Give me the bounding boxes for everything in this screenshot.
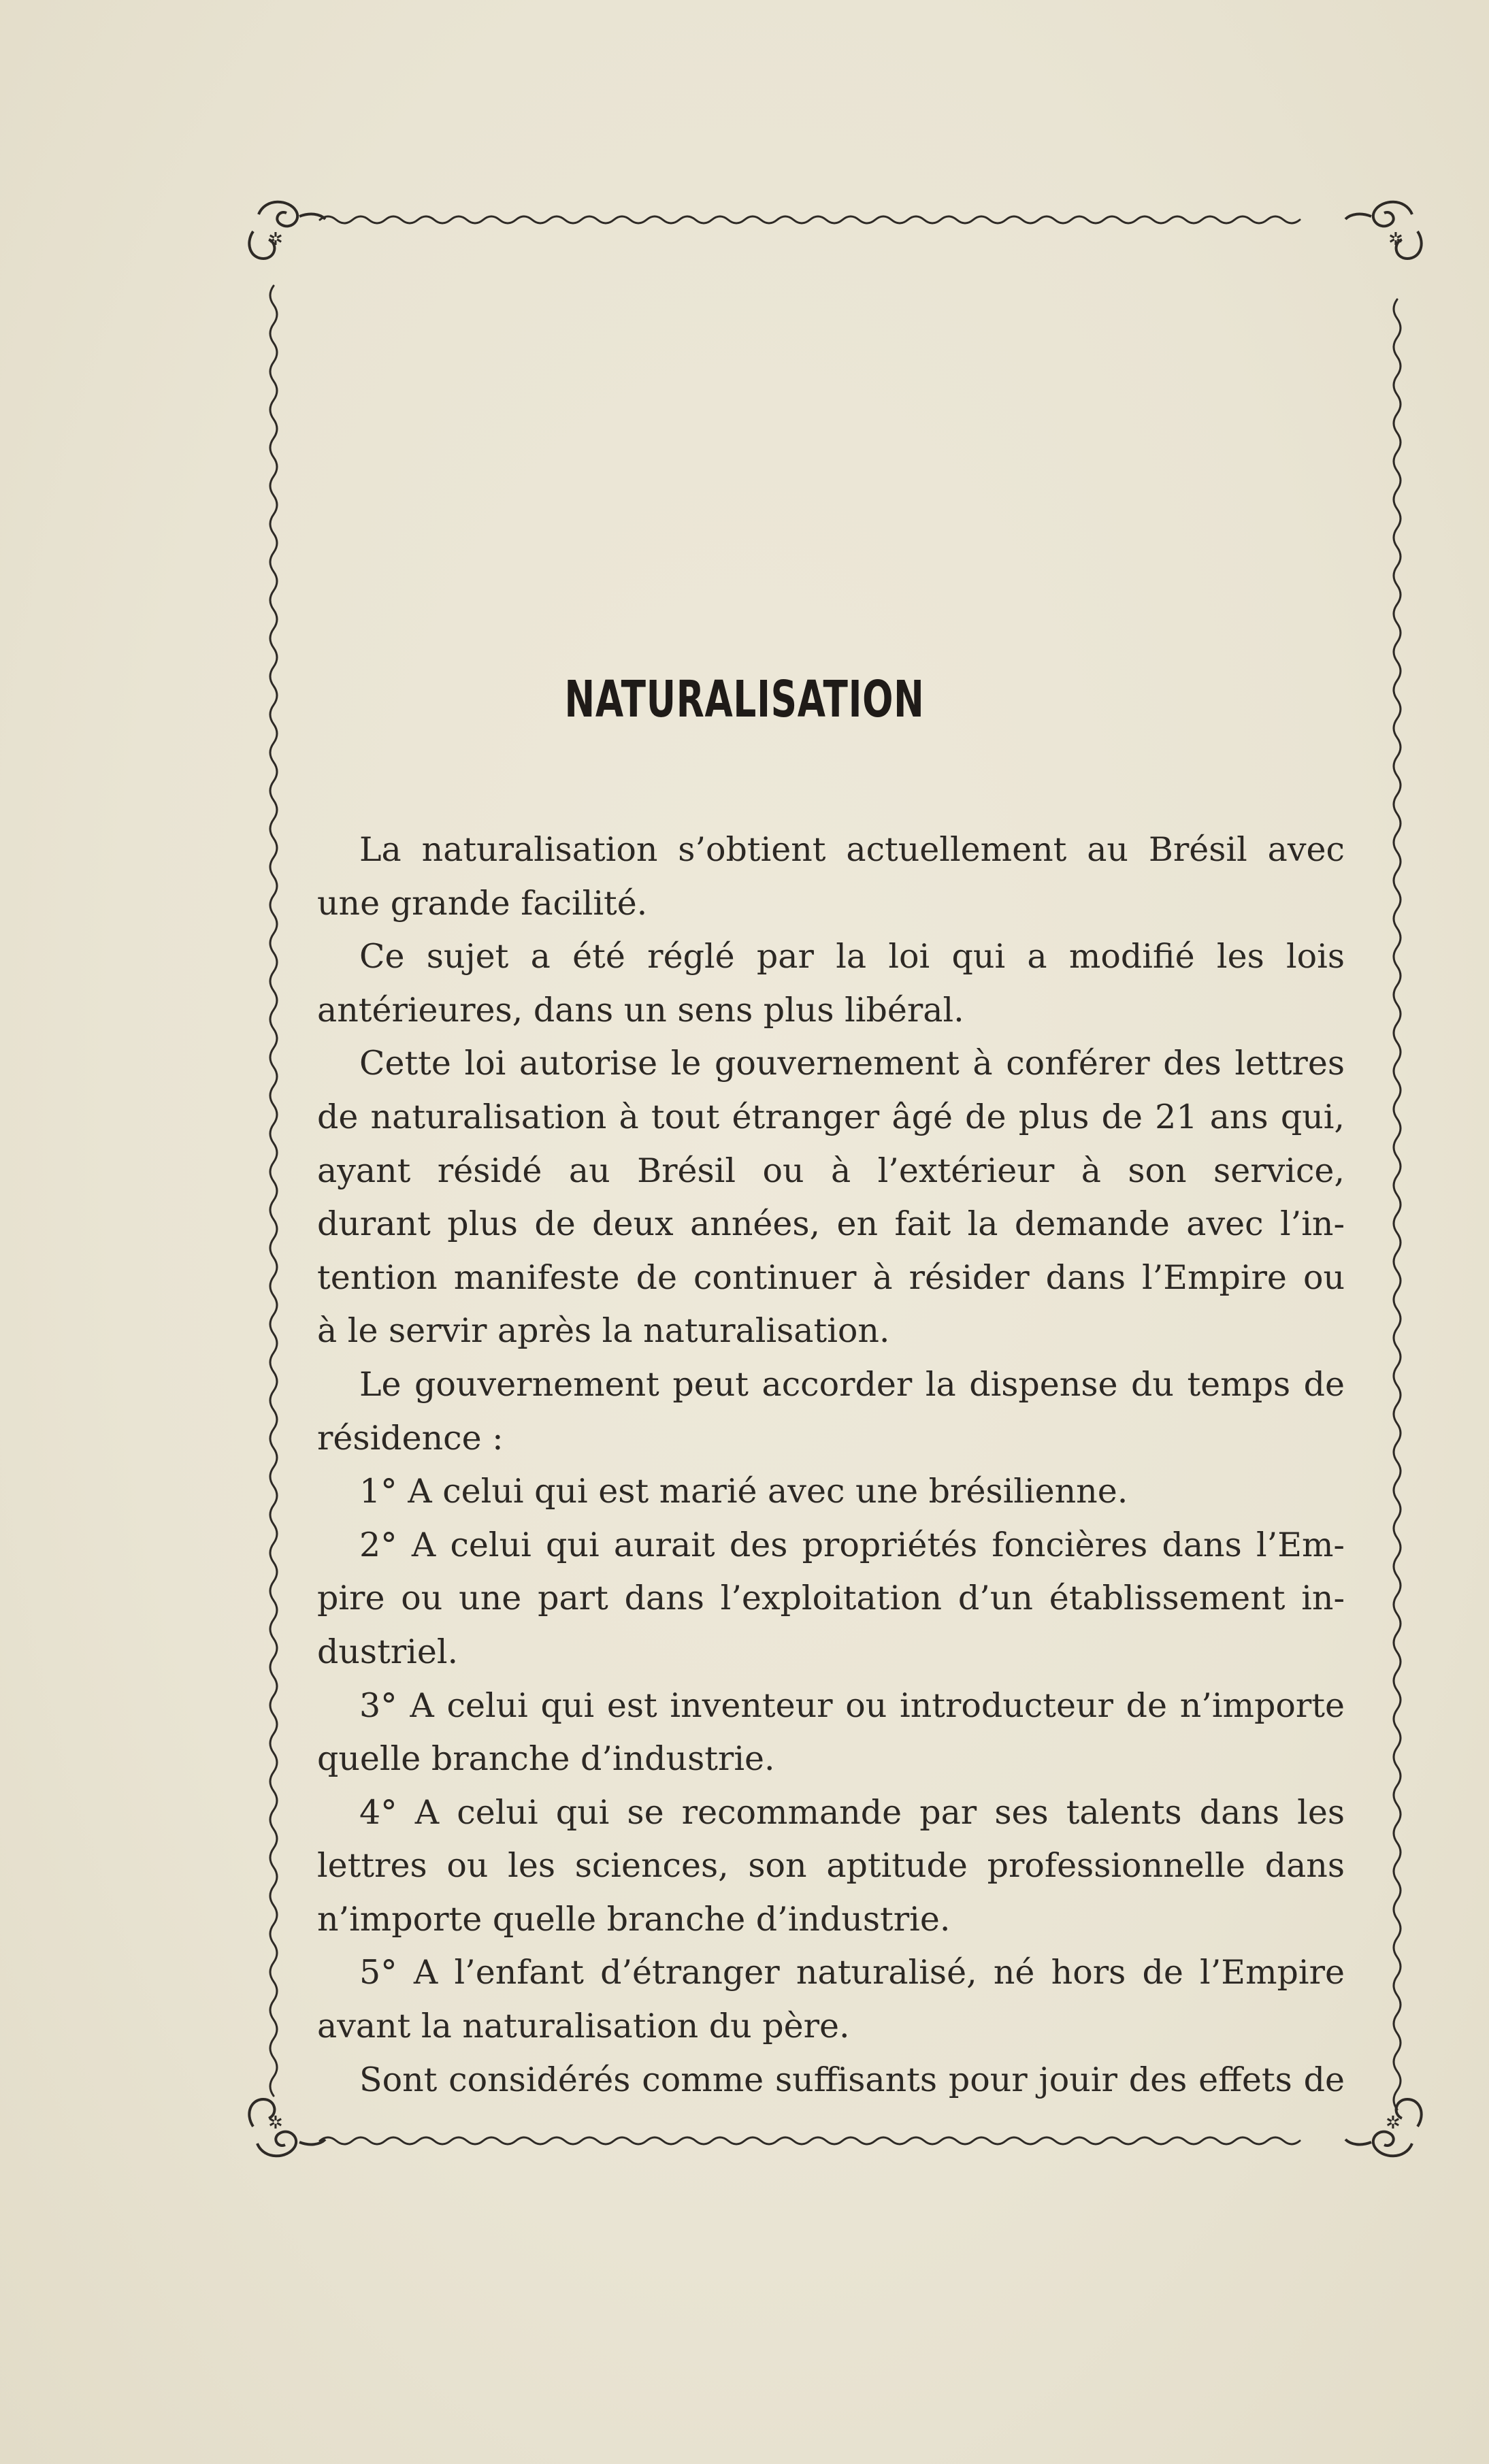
left-border-line — [270, 286, 277, 2096]
top-border-line — [320, 216, 1300, 223]
corner-ornament-bottom-left — [249, 2099, 325, 2156]
text-line: résidence : — [317, 1418, 504, 1458]
text-line: de naturalisation à tout étranger âgé de plus de 21 ans qui, — [317, 1097, 1345, 1136]
svg-text:✲: ✲ — [268, 2113, 283, 2133]
text-line: 2° A celui qui aurait des propriétés foncières dans l’Em- — [359, 1525, 1345, 1564]
svg-text:✲: ✲ — [1386, 2113, 1401, 2133]
text-line: n’importe quelle branche d’industrie. — [317, 1899, 951, 1939]
corner-ornament-top-left — [249, 202, 325, 259]
text-line: dustriel. — [317, 1632, 459, 1671]
text-line: 4° A celui qui se recommande par ses talents dans les — [359, 1792, 1345, 1832]
corner-ornament-top-right — [1345, 202, 1422, 259]
body-text — [317, 823, 1345, 2107]
page-title: NATURALISATION — [564, 670, 925, 729]
text-line: tention manifeste de continuer à résider dans l’Empire ou — [317, 1258, 1345, 1297]
text-line: à le servir après la naturalisation. — [317, 1311, 890, 1351]
text-line: Le gouvernement peut accorder la dispense du temps de — [359, 1364, 1345, 1404]
text-line: durant plus de deux années, en fait la demande avec l’in- — [317, 1204, 1345, 1244]
text-line: avant la naturalisation du père. — [317, 2007, 850, 2046]
text-line: lettres ou les sciences, son aptitude professionnelle dans — [317, 1846, 1345, 1886]
text-line: Sont considérés comme suffisants pour jouir des effets de — [359, 2060, 1345, 2099]
text-line: une grande facilité. — [317, 883, 648, 923]
text-line: pire ou une part dans l’exploitation d’un établissement in- — [317, 1579, 1345, 1618]
corner-ornament-bottom-right — [1345, 2099, 1422, 2156]
text-line: La naturalisation s’obtient actuellement au Brésil avec — [359, 830, 1345, 869]
text-line: antérieures, dans un sens plus libéral. — [317, 990, 964, 1030]
text-line: Ce sujet a été réglé par la loi qui a modifié les lois — [359, 937, 1345, 976]
text-line: 3° A celui qui est inventeur ou introducteur de n’importe — [359, 1686, 1345, 1725]
text-line: 5° A l’enfant d’étranger naturalisé, né hors de l’Empire — [359, 1953, 1345, 1992]
svg-text:✲: ✲ — [1388, 229, 1403, 250]
text-line: 1° A celui qui est marié avec une brésilienne. — [359, 1472, 1128, 1511]
text-line: quelle branche d’industrie. — [317, 1739, 775, 1779]
text-line: Cette loi autorise le gouvernement à conférer des lettres — [359, 1044, 1345, 1083]
text-line: ayant résidé au Brésil ou à l’extérieur à son service, — [317, 1151, 1345, 1190]
right-border-line — [1394, 299, 1401, 2109]
svg-text:✲: ✲ — [268, 229, 283, 250]
bottom-border-line — [320, 2137, 1300, 2144]
